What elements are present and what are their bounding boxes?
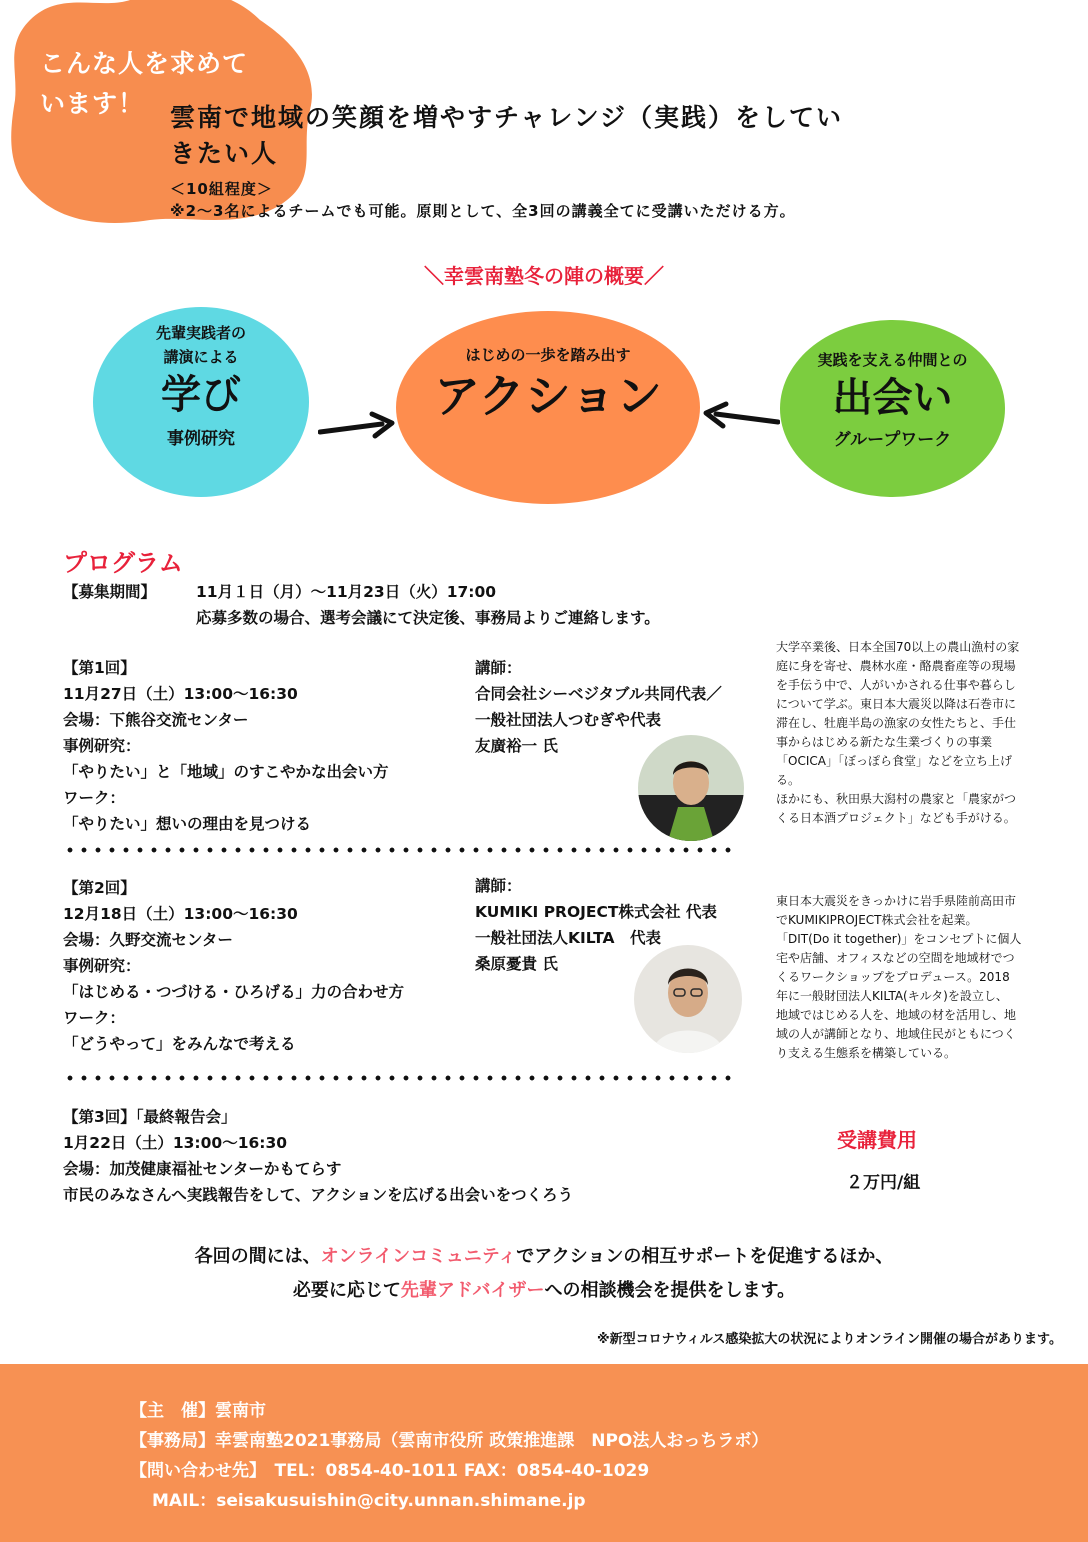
corona-note: ※新型コロナウィルス感染拡大の状況によりオンライン開催の場合があります。 bbox=[596, 1332, 1062, 1347]
session2-line: 12月18日（土）13:00～16:30 bbox=[63, 905, 298, 923]
notice-text: でアクションの相互サポートを促進するほか、 bbox=[516, 1246, 894, 1267]
overview-title: ＼幸雲南塾冬の陣の概要／ bbox=[424, 264, 664, 288]
session3-line: 市民のみなさんへ実践報告をして、アクションを広げる出会いをつくろう bbox=[63, 1186, 574, 1204]
arrow-left-icon bbox=[700, 400, 780, 430]
notice-line1 bbox=[0, 1240, 1088, 1274]
session2-line: 会場：久野交流センター bbox=[63, 931, 233, 949]
footer-contact bbox=[130, 1396, 768, 1516]
bio-line: 大学卒業後、日本全国70以上の農山漁村の家 bbox=[776, 640, 1020, 654]
bio-line: り支える生態系を構築している。 bbox=[776, 1046, 957, 1060]
bio-line: について学ぶ。東日本大震災以降は石巻市に bbox=[776, 697, 1017, 711]
lecturer-line: 一般社団法人つむぎや代表 bbox=[475, 711, 662, 729]
dotted-divider bbox=[63, 1075, 735, 1081]
bio-line: 滞在し、牡鹿半島の漁家の女性たちと、手仕 bbox=[776, 716, 1017, 730]
lecturer-line: 講師： bbox=[475, 659, 522, 677]
session1-details bbox=[63, 655, 389, 837]
notice-text: 各回の間には、 bbox=[194, 1246, 321, 1267]
lecturer1-photo bbox=[638, 735, 744, 841]
bio-line: 庭に身を寄せ、農林水産・酪農畜産等の現場 bbox=[776, 659, 1016, 673]
wanted-description-line2: きたい人 bbox=[170, 139, 279, 168]
notice-text: 必要に応じて bbox=[292, 1280, 401, 1301]
learn-sub: 事例研究 bbox=[167, 429, 235, 449]
bio-line: 宅や店舗、オフィスなどの空間を地域材でつ bbox=[776, 951, 1015, 965]
notice-highlight: 先輩アドバイザー bbox=[400, 1280, 545, 1301]
footer-organizer: 【主 催】雲南市 bbox=[130, 1401, 266, 1421]
bio-line: でKUMIKIPROJECT株式会社を起業。 bbox=[776, 913, 978, 927]
learn-line2: 講演による bbox=[163, 348, 239, 366]
fee-value: ２万円/組 bbox=[846, 1173, 921, 1193]
session2-line: 【第2回】 bbox=[63, 879, 136, 897]
session2-line: 「はじめる・つづける・ひろげる」力の合わせ方 bbox=[63, 983, 405, 1001]
action-circle bbox=[396, 311, 700, 504]
session2-line: 事例研究： bbox=[63, 957, 141, 975]
session2-line: 「どうやって」をみんなで考える bbox=[63, 1035, 296, 1053]
support-notice bbox=[0, 1240, 1088, 1308]
session1-line: 11月27日（土）13:00～16:30 bbox=[63, 685, 298, 703]
recruit-label: 【募集期間】 bbox=[63, 583, 157, 601]
lecturer1-bio bbox=[776, 638, 1019, 828]
recruit-period: 11月１日（月）～11月23日（火）17:00 bbox=[196, 583, 497, 601]
session1-line: 「やりたい」想いの理由を見つける bbox=[63, 815, 312, 833]
program-title: プログラム bbox=[63, 549, 183, 577]
bio-line: ほかにも、秋田県大潟村の農家と「農家がつ bbox=[776, 792, 1017, 806]
action-big: アクション bbox=[434, 369, 662, 423]
wanted-note: ※2～3名によるチームでも可能。原則として、全3回の講義全てに受講いただける方。 bbox=[170, 202, 796, 220]
lecturer-line: KUMIKI PROJECT株式会社 代表 bbox=[475, 903, 717, 921]
bio-line: 「OCICA」「ぼっぽら食堂」などを立ち上げ bbox=[776, 754, 1012, 768]
notice-highlight: オンラインコミュニティ bbox=[320, 1246, 517, 1267]
session2-line: ワーク： bbox=[63, 1009, 126, 1027]
session2-details bbox=[63, 875, 404, 1057]
bio-line: 域の人が講師となり、地域住民がともにつく bbox=[776, 1027, 1016, 1041]
bio-line: 「DIT(Do it together)」をコンセプトに個人 bbox=[776, 932, 1022, 946]
session1-line: 【第1回】 bbox=[63, 659, 136, 677]
lecturer-line: 桑原憂貴 氏 bbox=[475, 955, 558, 973]
session3-line: 会場：加茂健康福祉センターかもてらす bbox=[63, 1160, 342, 1178]
session1-line: 事例研究： bbox=[63, 737, 141, 755]
session1-line: ワーク： bbox=[63, 789, 126, 807]
bio-line: 年に一般財団法人KILTA(キルタ)を設立し、 bbox=[776, 989, 1008, 1003]
lecturer2-photo bbox=[634, 945, 742, 1053]
lecturer-line: 講師： bbox=[475, 877, 522, 895]
bio-line: 事からはじめる新たな生業づくりの事業 bbox=[776, 735, 993, 749]
lecturer-line: 友廣裕一 氏 bbox=[475, 737, 558, 755]
meet-sub: グループワーク bbox=[833, 430, 952, 450]
wanted-heading-line2: います！ bbox=[40, 89, 145, 118]
bio-line: 東日本大震災をきっかけに岩手県陸前高田市 bbox=[776, 894, 1017, 908]
session3-line: 【第3回】「最終報告会」 bbox=[63, 1108, 237, 1126]
bio-line: くる日本酒プロジェクト」なども手がける。 bbox=[776, 811, 1016, 825]
meet-big: 出会い bbox=[832, 375, 953, 421]
lecturer2-bio bbox=[776, 892, 1021, 1063]
bio-line: 地域ではじめる人を、地域の材を活用し、地 bbox=[776, 1008, 1017, 1022]
bio-line: を手伝う中で、人がいかされる仕事や暮らし bbox=[776, 678, 1016, 692]
footer-office: 【事務局】幸雲南塾2021事務局（雲南市役所 政策推進課 NPO法人おっちラボ） bbox=[130, 1431, 769, 1451]
notice-line2 bbox=[0, 1274, 1088, 1308]
arrow-right-icon bbox=[318, 410, 398, 440]
meet-circle bbox=[780, 320, 1005, 497]
session1-line: 「やりたい」と「地域」のすこやかな出会い方 bbox=[63, 763, 389, 781]
recruit-note: 応募多数の場合、選考会議にて決定後、事務局よりご連絡します。 bbox=[196, 609, 660, 627]
bio-line: くるワークショップをプロデュース。2018 bbox=[776, 970, 1010, 984]
learn-circle bbox=[93, 307, 309, 497]
dotted-divider bbox=[63, 847, 735, 853]
lecturer-line: 合同会社シーベジタブル共同代表／ bbox=[475, 685, 722, 703]
footer-mail[interactable]: MAIL：seisakusuishin@city.unnan.shimane.jp bbox=[152, 1491, 586, 1511]
lecturer-line: 一般社団法人KILTA 代表 bbox=[475, 929, 661, 947]
session3-details bbox=[63, 1104, 573, 1208]
bio-line: る。 bbox=[776, 773, 801, 787]
footer-phone-fax: 【問い合わせ先】 TEL：0854-40-1011 FAX：0854-40-1029 bbox=[130, 1461, 650, 1481]
session3-line: 1月22日（土）13:00～16:30 bbox=[63, 1134, 288, 1152]
wanted-description-line1: 雲南で地域の笑顔を増やすチャレンジ（実践）をしてい bbox=[170, 103, 844, 132]
wanted-count: ＜10組程度＞ bbox=[170, 180, 273, 198]
wanted-description bbox=[170, 100, 1050, 172]
wanted-heading-line1: こんな人を求めて bbox=[40, 49, 249, 78]
wanted-conditions bbox=[170, 178, 796, 222]
learn-big: 学び bbox=[161, 372, 241, 418]
meet-small: 実践を支える仲間との bbox=[817, 351, 968, 369]
action-small: はじめの一歩を踏み出す bbox=[465, 346, 631, 364]
session1-line: 会場：下熊谷交流センター bbox=[63, 711, 249, 729]
fee-title: 受講費用 bbox=[837, 1128, 917, 1152]
learn-line1: 先輩実践者の bbox=[155, 324, 246, 342]
notice-text: への相談機会を提供をします。 bbox=[544, 1280, 796, 1301]
